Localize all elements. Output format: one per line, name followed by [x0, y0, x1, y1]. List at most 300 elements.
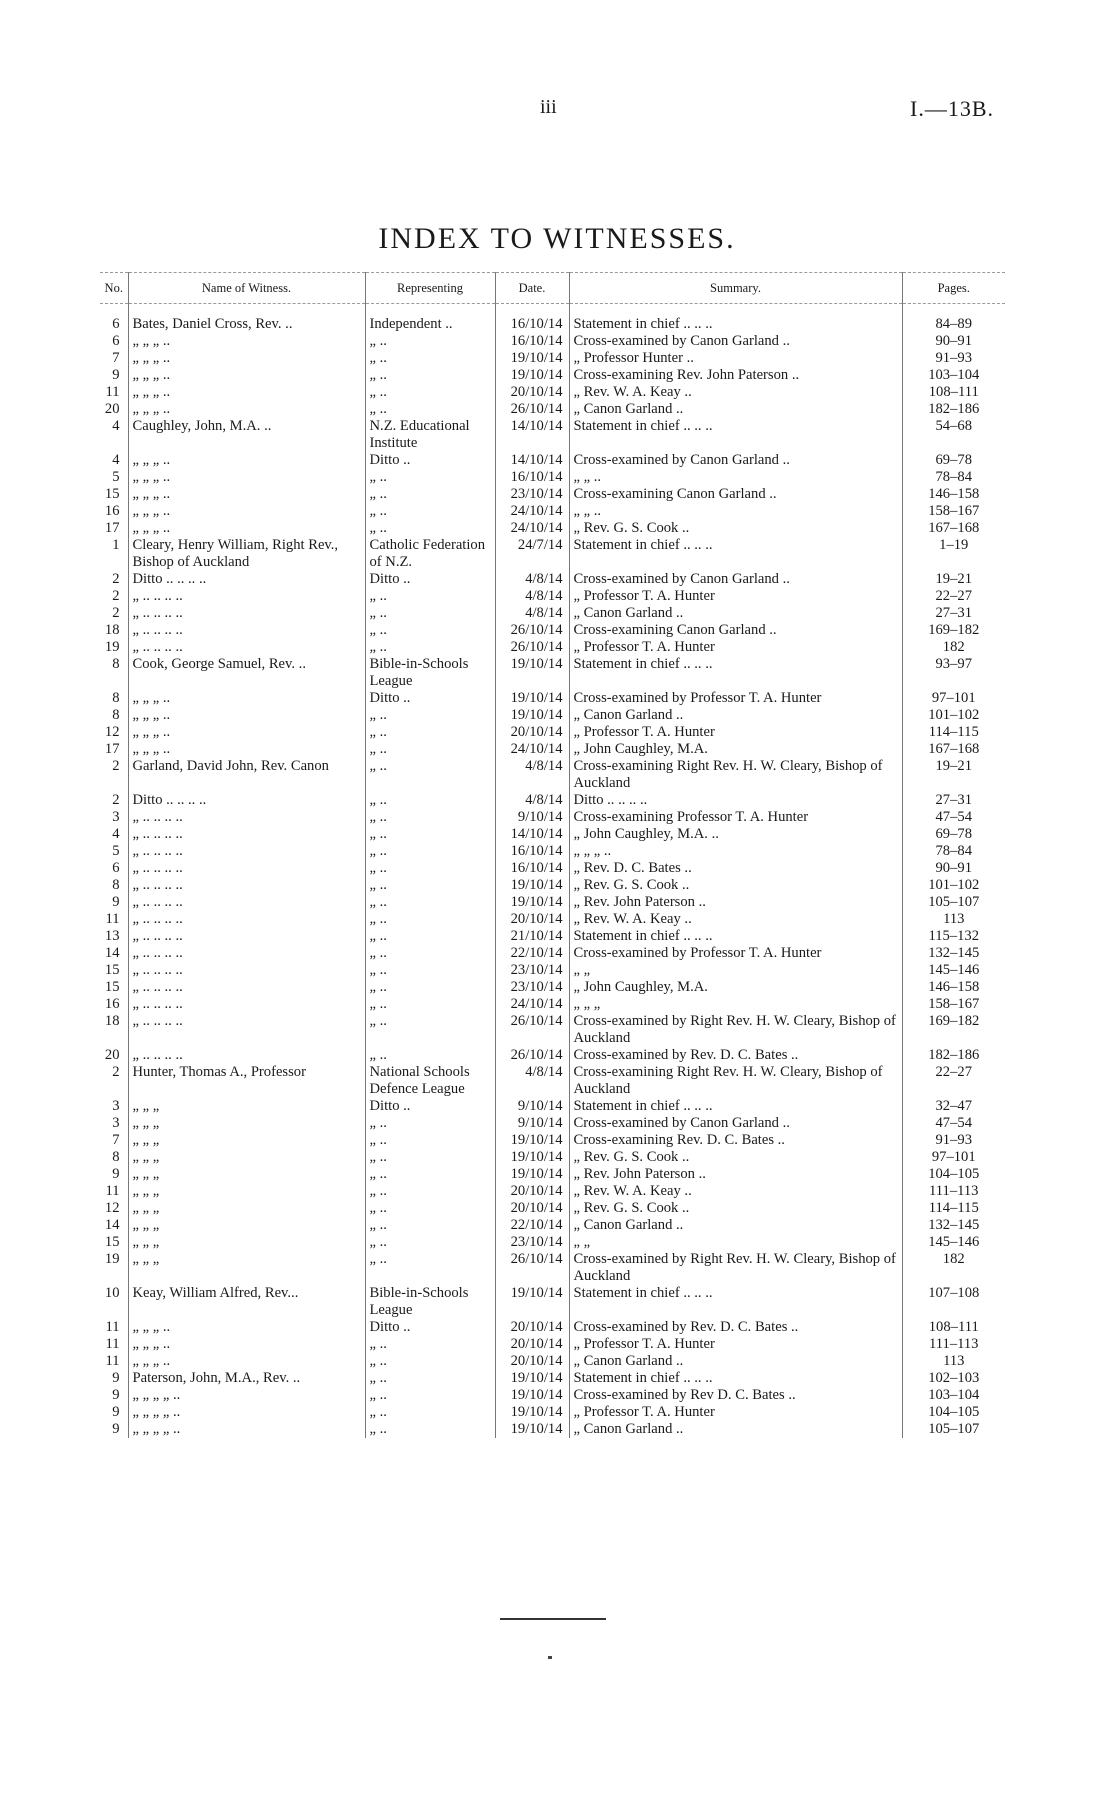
cell-date: 14/10/14 — [495, 826, 569, 843]
cell-pages: 104–105 — [902, 1404, 1005, 1421]
cell-pages: 90–91 — [902, 333, 1005, 350]
cell-date: 16/10/14 — [495, 860, 569, 877]
cell-summary: Statement in chief .. .. .. — [569, 1370, 902, 1387]
cell-summary: Cross-examining Professor T. A. Hunter — [569, 809, 902, 826]
cell-representing: „ .. — [365, 1013, 495, 1047]
cell-no: 3 — [112, 1115, 120, 1131]
cell-representing: „ .. — [365, 1200, 495, 1217]
cell-representing: „ .. — [365, 928, 495, 945]
cell-witness-name: „ „ „ .. — [128, 469, 365, 486]
cell-summary: Cross-examined by Right Rev. H. W. Cleary, Bishop of Auckland — [569, 1013, 902, 1047]
cell-date: 19/10/14 — [495, 350, 569, 367]
cell-witness-name: „ .. .. .. .. — [128, 945, 365, 962]
cell-pages: 145–146 — [902, 1234, 1005, 1251]
cell-representing: „ .. — [365, 826, 495, 843]
cell-summary: „ Canon Garland .. — [569, 1217, 902, 1234]
cell-summary: „ „ .. — [569, 469, 902, 486]
cell-pages: 27–31 — [902, 605, 1005, 622]
cell-pages: 113 — [902, 1353, 1005, 1370]
cell-no: 8 — [112, 1149, 120, 1165]
table-row — [100, 469, 1005, 486]
cell-no: 8 — [112, 656, 120, 672]
table-row — [100, 894, 1005, 911]
cell-date: 9/10/14 — [495, 1115, 569, 1132]
cell-pages: 108–111 — [902, 384, 1005, 401]
table-row — [100, 605, 1005, 622]
cell-no: 15 — [104, 1234, 120, 1250]
cell-representing: „ .. — [365, 911, 495, 928]
table-row — [100, 537, 1005, 571]
cell-no: 18 — [104, 1013, 120, 1029]
cell-no: 13 — [104, 928, 120, 944]
cell-pages: 182 — [902, 639, 1005, 656]
cell-summary: „ Professor T. A. Hunter — [569, 588, 902, 605]
cell-witness-name: Cook, George Samuel, Rev. .. — [128, 656, 365, 690]
cell-witness-name: „ „ „ „ .. — [128, 1421, 365, 1438]
cell-summary: Cross-examined by Rev D. C. Bates .. — [569, 1387, 902, 1404]
column-header-no: No. — [100, 273, 128, 304]
table-row — [100, 860, 1005, 877]
cell-summary: „ Canon Garland .. — [569, 1421, 902, 1438]
cell-no: 2 — [112, 792, 120, 808]
cell-witness-name: „ „ „ .. — [128, 1336, 365, 1353]
cell-no: 11 — [105, 911, 120, 927]
cell-representing: „ .. — [365, 1183, 495, 1200]
cell-witness-name: „ „ „ .. — [128, 520, 365, 537]
cell-witness-name: „ „ „ — [128, 1115, 365, 1132]
cell-date: 24/10/14 — [495, 503, 569, 520]
table-row — [100, 1353, 1005, 1370]
bottom-dot — [548, 1656, 552, 1659]
cell-pages: 103–104 — [902, 1387, 1005, 1404]
cell-summary: „ Rev. W. A. Keay .. — [569, 384, 902, 401]
cell-pages: 69–78 — [902, 452, 1005, 469]
table-row — [100, 826, 1005, 843]
cell-witness-name: „ „ „ „ .. — [128, 1387, 365, 1404]
table-row — [100, 571, 1005, 588]
cell-witness-name: „ „ „ — [128, 1200, 365, 1217]
cell-summary: „ Canon Garland .. — [569, 605, 902, 622]
table-row — [100, 1132, 1005, 1149]
table-row — [100, 503, 1005, 520]
table-row — [100, 996, 1005, 1013]
cell-witness-name: Caughley, John, M.A. .. — [128, 418, 365, 452]
table-row — [100, 979, 1005, 996]
cell-pages: 1–19 — [902, 537, 1005, 571]
cell-pages: 182–186 — [902, 1047, 1005, 1064]
table-row — [100, 1404, 1005, 1421]
cell-summary: Cross-examining Canon Garland .. — [569, 622, 902, 639]
cell-summary: Ditto .. .. .. .. — [569, 792, 902, 809]
cell-date: 23/10/14 — [495, 962, 569, 979]
cell-summary: Cross-examining Right Rev. H. W. Cleary, Bishop of Auckland — [569, 1064, 902, 1098]
cell-pages: 182 — [902, 1251, 1005, 1285]
table-header-row — [100, 273, 1005, 304]
cell-witness-name: „ .. .. .. .. — [128, 826, 365, 843]
cell-representing: Ditto .. — [365, 452, 495, 469]
cell-summary: Statement in chief .. .. .. — [569, 316, 902, 333]
cell-representing: „ .. — [365, 588, 495, 605]
cell-summary: Cross-examined by Professor T. A. Hunter — [569, 690, 902, 707]
cell-no: 7 — [112, 1132, 120, 1148]
cell-date: 4/8/14 — [495, 605, 569, 622]
cell-summary: „ Professor T. A. Hunter — [569, 639, 902, 656]
cell-witness-name: „ .. .. .. .. — [128, 809, 365, 826]
cell-no: 9 — [112, 1421, 120, 1437]
cell-representing: Ditto .. — [365, 1098, 495, 1115]
table-row — [100, 707, 1005, 724]
table-row — [100, 1319, 1005, 1336]
table-row — [100, 401, 1005, 418]
document-reference: I.—13B. — [910, 96, 994, 121]
cell-date: 24/10/14 — [495, 996, 569, 1013]
cell-pages: 158–167 — [902, 503, 1005, 520]
cell-representing: „ .. — [365, 894, 495, 911]
cell-no: 15 — [104, 979, 120, 995]
cell-witness-name: „ „ „ — [128, 1183, 365, 1200]
cell-summary: „ John Caughley, M.A. — [569, 741, 902, 758]
cell-summary: „ Rev. G. S. Cook .. — [569, 1149, 902, 1166]
cell-date: 20/10/14 — [495, 1336, 569, 1353]
cell-no: 12 — [104, 1200, 120, 1216]
cell-representing: „ .. — [365, 639, 495, 656]
cell-representing: „ .. — [365, 843, 495, 860]
cell-no: 9 — [112, 894, 120, 910]
cell-representing: „ .. — [365, 1149, 495, 1166]
witness-index-table — [100, 272, 1005, 1438]
cell-representing: „ .. — [365, 1166, 495, 1183]
cell-pages: 101–102 — [902, 707, 1005, 724]
cell-no: 14 — [104, 945, 120, 961]
cell-pages: 114–115 — [902, 724, 1005, 741]
cell-representing: „ .. — [365, 1132, 495, 1149]
cell-pages: 93–97 — [902, 656, 1005, 690]
cell-no: 2 — [112, 588, 120, 604]
cell-no: 4 — [112, 452, 120, 468]
cell-no: 14 — [104, 1217, 120, 1233]
cell-no: 12 — [104, 724, 120, 740]
cell-summary: „ Professor T. A. Hunter — [569, 1336, 902, 1353]
cell-pages: 115–132 — [902, 928, 1005, 945]
cell-date: 26/10/14 — [495, 401, 569, 418]
cell-no: 16 — [104, 996, 120, 1012]
cell-date: 26/10/14 — [495, 1047, 569, 1064]
cell-pages: 114–115 — [902, 1200, 1005, 1217]
cell-summary: Statement in chief .. .. .. — [569, 418, 902, 452]
cell-witness-name: Paterson, John, M.A., Rev. .. — [128, 1370, 365, 1387]
table-row — [100, 1183, 1005, 1200]
table-row — [100, 758, 1005, 792]
column-header-summary: Summary. — [569, 273, 902, 304]
cell-date: 21/10/14 — [495, 928, 569, 945]
cell-representing: „ .. — [365, 945, 495, 962]
cell-summary: Cross-examined by Canon Garland .. — [569, 452, 902, 469]
cell-representing: Catholic Federation of N.Z. — [365, 537, 495, 571]
cell-summary: „ Professor T. A. Hunter — [569, 1404, 902, 1421]
cell-date: 20/10/14 — [495, 1353, 569, 1370]
cell-summary: „ „ „ .. — [569, 843, 902, 860]
cell-pages: 146–158 — [902, 486, 1005, 503]
cell-summary: „ Rev. D. C. Bates .. — [569, 860, 902, 877]
cell-representing: „ .. — [365, 486, 495, 503]
cell-date: 20/10/14 — [495, 1200, 569, 1217]
table-row — [100, 418, 1005, 452]
cell-pages: 78–84 — [902, 843, 1005, 860]
table-row — [100, 1200, 1005, 1217]
table-row — [100, 945, 1005, 962]
cell-representing: „ .. — [365, 707, 495, 724]
table-row — [100, 350, 1005, 367]
cell-pages: 111–113 — [902, 1183, 1005, 1200]
cell-witness-name: „ .. .. .. .. — [128, 843, 365, 860]
cell-date: 22/10/14 — [495, 1217, 569, 1234]
cell-witness-name: „ „ „ — [128, 1166, 365, 1183]
cell-summary: „ Canon Garland .. — [569, 401, 902, 418]
cell-no: 8 — [112, 707, 120, 723]
cell-witness-name: Bates, Daniel Cross, Rev. .. — [128, 316, 365, 333]
cell-no: 17 — [104, 520, 120, 536]
cell-representing: „ .. — [365, 1234, 495, 1251]
cell-representing: N.Z. Educational Institute — [365, 418, 495, 452]
cell-date: 19/10/14 — [495, 367, 569, 384]
cell-pages: 102–103 — [902, 1370, 1005, 1387]
cell-no: 4 — [112, 826, 120, 842]
cell-representing: „ .. — [365, 741, 495, 758]
cell-no: 15 — [104, 486, 120, 502]
cell-no: 15 — [104, 962, 120, 978]
cell-no: 2 — [112, 571, 120, 587]
cell-date: 19/10/14 — [495, 877, 569, 894]
cell-date: 4/8/14 — [495, 1064, 569, 1098]
cell-witness-name: „ „ „ — [128, 1132, 365, 1149]
cell-summary: Cross-examining Rev. D. C. Bates .. — [569, 1132, 902, 1149]
table-row — [100, 792, 1005, 809]
cell-pages: 111–113 — [902, 1336, 1005, 1353]
cell-date: 19/10/14 — [495, 1285, 569, 1319]
cell-summary: Statement in chief .. .. .. — [569, 928, 902, 945]
cell-summary: „ Rev. G. S. Cook .. — [569, 877, 902, 894]
cell-representing: „ .. — [365, 1353, 495, 1370]
cell-no: 9 — [112, 1370, 120, 1386]
cell-summary: Cross-examined by Canon Garland .. — [569, 1115, 902, 1132]
cell-summary: Statement in chief .. .. .. — [569, 537, 902, 571]
cell-no: 2 — [112, 758, 120, 774]
cell-representing: „ .. — [365, 996, 495, 1013]
cell-pages: 97–101 — [902, 1149, 1005, 1166]
cell-witness-name: „ .. .. .. .. — [128, 928, 365, 945]
cell-pages: 47–54 — [902, 1115, 1005, 1132]
cell-representing: „ .. — [365, 1387, 495, 1404]
table-row — [100, 486, 1005, 503]
cell-representing: „ .. — [365, 809, 495, 826]
table-row — [100, 911, 1005, 928]
cell-witness-name: „ „ „ .. — [128, 333, 365, 350]
cell-witness-name: „ .. .. .. .. — [128, 1047, 365, 1064]
cell-representing: „ .. — [365, 1370, 495, 1387]
page-title: INDEX TO WITNESSES. — [378, 222, 736, 255]
cell-pages: 97–101 — [902, 690, 1005, 707]
cell-date: 9/10/14 — [495, 809, 569, 826]
cell-date: 19/10/14 — [495, 656, 569, 690]
cell-representing: Bible-in-Schools League — [365, 656, 495, 690]
cell-no: 9 — [112, 1166, 120, 1182]
cell-date: 19/10/14 — [495, 1370, 569, 1387]
table-spacer-row — [100, 304, 1005, 317]
table-row — [100, 367, 1005, 384]
table-row — [100, 452, 1005, 469]
cell-summary: „ Rev. G. S. Cook .. — [569, 1200, 902, 1217]
cell-pages: 101–102 — [902, 877, 1005, 894]
table-row — [100, 724, 1005, 741]
cell-pages: 103–104 — [902, 367, 1005, 384]
cell-summary: „ „ „ — [569, 996, 902, 1013]
cell-summary: Cross-examined by Rev. D. C. Bates .. — [569, 1047, 902, 1064]
table-row — [100, 333, 1005, 350]
table-row — [100, 316, 1005, 333]
table-row — [100, 1217, 1005, 1234]
cell-representing: „ .. — [365, 792, 495, 809]
cell-representing: „ .. — [365, 1251, 495, 1285]
table-row — [100, 1336, 1005, 1353]
cell-pages: 105–107 — [902, 1421, 1005, 1438]
cell-representing: „ .. — [365, 1421, 495, 1438]
cell-representing: Ditto .. — [365, 571, 495, 588]
table-row — [100, 656, 1005, 690]
cell-pages: 167–168 — [902, 520, 1005, 537]
table-row — [100, 877, 1005, 894]
cell-representing: „ .. — [365, 1336, 495, 1353]
cell-date: 24/10/14 — [495, 741, 569, 758]
cell-date: 9/10/14 — [495, 1098, 569, 1115]
column-header-pages: Pages. — [902, 273, 1005, 304]
cell-pages: 132–145 — [902, 1217, 1005, 1234]
table-row — [100, 1234, 1005, 1251]
cell-summary: „ Rev. G. S. Cook .. — [569, 520, 902, 537]
cell-date: 14/10/14 — [495, 452, 569, 469]
cell-no: 11 — [105, 384, 120, 400]
table-row — [100, 1064, 1005, 1098]
cell-summary: Cross-examining Right Rev. H. W. Cleary, Bishop of Auckland — [569, 758, 902, 792]
column-header-date: Date. — [495, 273, 569, 304]
cell-no: 9 — [112, 1387, 120, 1403]
cell-date: 26/10/14 — [495, 639, 569, 656]
cell-pages: 104–105 — [902, 1166, 1005, 1183]
cell-date: 4/8/14 — [495, 792, 569, 809]
cell-date: 26/10/14 — [495, 1013, 569, 1047]
cell-no: 6 — [112, 333, 120, 349]
cell-witness-name: „ „ „ .. — [128, 452, 365, 469]
cell-pages: 19–21 — [902, 571, 1005, 588]
cell-date: 23/10/14 — [495, 1234, 569, 1251]
cell-summary: „ Professor T. A. Hunter — [569, 724, 902, 741]
cell-witness-name: „ .. .. .. .. — [128, 996, 365, 1013]
cell-summary: Statement in chief .. .. .. — [569, 656, 902, 690]
cell-summary: „ Canon Garland .. — [569, 707, 902, 724]
cell-date: 4/8/14 — [495, 758, 569, 792]
cell-pages: 91–93 — [902, 350, 1005, 367]
table-row — [100, 1013, 1005, 1047]
cell-witness-name: „ .. .. .. .. — [128, 877, 365, 894]
cell-representing: „ .. — [365, 877, 495, 894]
cell-date: 19/10/14 — [495, 1387, 569, 1404]
cell-witness-name: „ „ „ — [128, 1234, 365, 1251]
cell-representing: „ .. — [365, 758, 495, 792]
cell-witness-name: „ .. .. .. .. — [128, 588, 365, 605]
cell-no: 11 — [105, 1353, 120, 1369]
cell-date: 19/10/14 — [495, 707, 569, 724]
cell-witness-name: „ „ „ .. — [128, 707, 365, 724]
cell-summary: „ Canon Garland .. — [569, 1353, 902, 1370]
table-row — [100, 1149, 1005, 1166]
cell-witness-name: „ .. .. .. .. — [128, 979, 365, 996]
cell-no: 1 — [112, 537, 120, 553]
cell-no: 11 — [105, 1319, 120, 1335]
cell-witness-name: Garland, David John, Rev. Canon — [128, 758, 365, 792]
cell-no: 6 — [112, 860, 120, 876]
cell-no: 18 — [104, 622, 120, 638]
cell-no: 10 — [104, 1285, 120, 1301]
cell-witness-name: „ „ „ .. — [128, 1353, 365, 1370]
cell-no: 6 — [112, 316, 120, 332]
cell-witness-name: „ „ „ — [128, 1149, 365, 1166]
cell-pages: 32–47 — [902, 1098, 1005, 1115]
cell-no: 20 — [104, 401, 120, 417]
cell-no: 3 — [112, 809, 120, 825]
cell-representing: „ .. — [365, 979, 495, 996]
cell-witness-name: „ „ „ .. — [128, 503, 365, 520]
cell-witness-name: „ „ „ .. — [128, 384, 365, 401]
cell-representing: Independent .. — [365, 316, 495, 333]
cell-date: 16/10/14 — [495, 469, 569, 486]
table-row — [100, 384, 1005, 401]
cell-representing: Ditto .. — [365, 690, 495, 707]
table-row — [100, 1387, 1005, 1404]
cell-date: 19/10/14 — [495, 1166, 569, 1183]
cell-representing: „ .. — [365, 1115, 495, 1132]
cell-pages: 169–182 — [902, 1013, 1005, 1047]
cell-summary: „ Rev. W. A. Keay .. — [569, 911, 902, 928]
cell-witness-name: „ .. .. .. .. — [128, 605, 365, 622]
cell-representing: „ .. — [365, 401, 495, 418]
cell-representing: „ .. — [365, 520, 495, 537]
cell-pages: 22–27 — [902, 1064, 1005, 1098]
cell-summary: Cross-examined by Canon Garland .. — [569, 571, 902, 588]
cell-summary: „ Rev. John Paterson .. — [569, 894, 902, 911]
cell-representing: „ .. — [365, 1217, 495, 1234]
cell-date: 4/8/14 — [495, 571, 569, 588]
cell-pages: 47–54 — [902, 809, 1005, 826]
cell-no: 3 — [112, 1098, 120, 1114]
cell-witness-name: „ „ „ .. — [128, 690, 365, 707]
cell-no: 20 — [104, 1047, 120, 1063]
cell-date: 20/10/14 — [495, 1183, 569, 1200]
cell-pages: 19–21 — [902, 758, 1005, 792]
cell-representing: „ .. — [365, 1404, 495, 1421]
page-number: iii — [540, 96, 557, 118]
cell-witness-name: „ .. .. .. .. — [128, 860, 365, 877]
cell-summary: Statement in chief .. .. .. — [569, 1098, 902, 1115]
table-row — [100, 1098, 1005, 1115]
cell-witness-name: Ditto .. .. .. .. — [128, 792, 365, 809]
cell-summary: Cross-examined by Right Rev. H. W. Cleary, Bishop of Auckland — [569, 1251, 902, 1285]
cell-witness-name: Ditto .. .. .. .. — [128, 571, 365, 588]
cell-no: 4 — [112, 418, 120, 434]
cell-representing: „ .. — [365, 469, 495, 486]
table-row — [100, 1421, 1005, 1438]
cell-witness-name: „ „ „ — [128, 1217, 365, 1234]
cell-representing: „ .. — [365, 605, 495, 622]
cell-no: 9 — [112, 367, 120, 383]
